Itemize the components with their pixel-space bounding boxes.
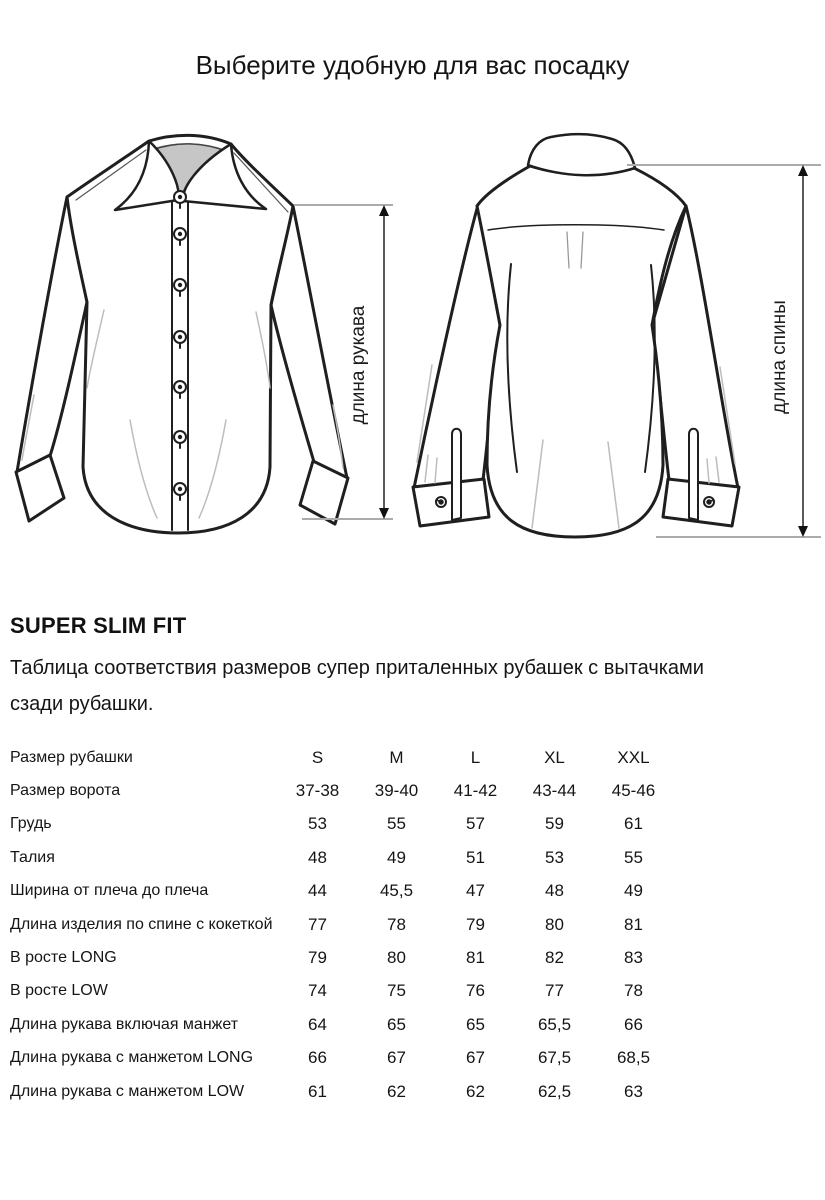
- size-value: XL: [544, 747, 565, 767]
- table-row: [10, 841, 673, 874]
- row-label: Длина рукава включая манжет: [10, 1015, 239, 1033]
- size-value: 44: [308, 881, 327, 901]
- size-value: 78: [624, 981, 643, 1001]
- section-heading: SUPER SLIM FIT: [10, 613, 187, 638]
- table-row: [10, 1075, 673, 1108]
- table-row: [10, 875, 673, 908]
- size-value: 45-46: [611, 781, 656, 801]
- sleeve-length-label: длина рукава: [348, 305, 369, 425]
- section-description: [10, 650, 810, 722]
- size-value: 62: [387, 1081, 406, 1101]
- size-value: 83: [624, 948, 643, 968]
- size-value: XXL: [617, 747, 650, 767]
- shirt-front-back-diagram: [0, 120, 825, 580]
- size-value: 55: [387, 814, 406, 834]
- size-value: 43-44: [532, 781, 577, 801]
- size-value: 57: [466, 814, 485, 834]
- table-row: [10, 975, 673, 1008]
- size-value: 64: [308, 1014, 327, 1034]
- size-value: 62,5: [537, 1081, 572, 1101]
- size-value: 55: [624, 847, 643, 867]
- table-row: [10, 941, 673, 974]
- size-value: 82: [545, 948, 564, 968]
- size-value: M: [389, 747, 404, 767]
- size-value: 49: [624, 881, 643, 901]
- size-value: 81: [624, 914, 643, 934]
- size-value: 79: [466, 914, 485, 934]
- size-value: 39-40: [374, 781, 419, 801]
- page-title: Выберите удобную для вас посадку: [195, 50, 630, 80]
- row-label: Талия: [10, 848, 55, 866]
- shirt-back-drawing: [413, 134, 739, 537]
- size-value: 47: [466, 881, 485, 901]
- size-value: 77: [308, 914, 327, 934]
- size-value: 48: [308, 847, 327, 867]
- size-value: 81: [466, 948, 485, 968]
- table-row: [10, 808, 673, 841]
- row-label: Размер рубашки: [10, 748, 133, 766]
- size-value: 66: [308, 1048, 327, 1068]
- description-line: Таблица соответствия размеров супер приталенных рубашек с вытачками: [10, 657, 704, 679]
- row-label: В росте LOW: [10, 982, 108, 1000]
- size-value: 68,5: [616, 1048, 651, 1068]
- row-label: Размер ворота: [10, 782, 121, 800]
- row-label: Длина рукава с манжетом LONG: [10, 1049, 254, 1067]
- table-row: [10, 908, 673, 941]
- size-value: 80: [387, 948, 406, 968]
- size-value: 61: [308, 1081, 327, 1101]
- size-value: L: [470, 747, 481, 767]
- size-value: 59: [545, 814, 564, 834]
- size-value: 49: [387, 847, 406, 867]
- size-value: 65: [387, 1014, 406, 1034]
- row-label: Ширина от плеча до плеча: [10, 882, 209, 900]
- size-value: 51: [466, 847, 485, 867]
- size-table: [10, 741, 673, 1108]
- size-value: 67,5: [537, 1048, 572, 1068]
- size-value: S: [311, 747, 324, 767]
- size-value: 53: [545, 847, 564, 867]
- size-value: 37-38: [295, 781, 340, 801]
- size-value: 78: [387, 914, 406, 934]
- size-value: 66: [624, 1014, 643, 1034]
- size-value: 41-42: [453, 781, 498, 801]
- table-row: [10, 774, 673, 807]
- size-value: 77: [545, 981, 564, 1001]
- table-row: [10, 1008, 673, 1041]
- size-value: 67: [387, 1048, 406, 1068]
- back-length-label: длина спины: [769, 300, 790, 414]
- shirt-front-drawing: [16, 135, 348, 533]
- size-value: 76: [466, 981, 485, 1001]
- row-label: Грудь: [10, 815, 52, 833]
- size-value: 62: [466, 1081, 485, 1101]
- size-value: 67: [466, 1048, 485, 1068]
- size-value: 75: [387, 981, 406, 1001]
- size-value: 80: [545, 914, 564, 934]
- size-value: 74: [308, 981, 327, 1001]
- size-value: 65: [466, 1014, 485, 1034]
- size-value: 61: [624, 814, 643, 834]
- table-row: [10, 741, 673, 774]
- size-value: 79: [308, 948, 327, 968]
- size-value: 45,5: [379, 881, 414, 901]
- row-label: Длина изделия по спине с кокеткой: [10, 915, 273, 933]
- table-row: [10, 1042, 673, 1075]
- description-line: сзади рубашки.: [10, 693, 154, 715]
- size-value: 63: [624, 1081, 643, 1101]
- row-label: Длина рукава с манжетом LOW: [10, 1082, 245, 1100]
- row-label: В росте LONG: [10, 949, 117, 967]
- size-value: 48: [545, 881, 564, 901]
- size-value: 65,5: [537, 1014, 572, 1034]
- size-value: 53: [308, 814, 327, 834]
